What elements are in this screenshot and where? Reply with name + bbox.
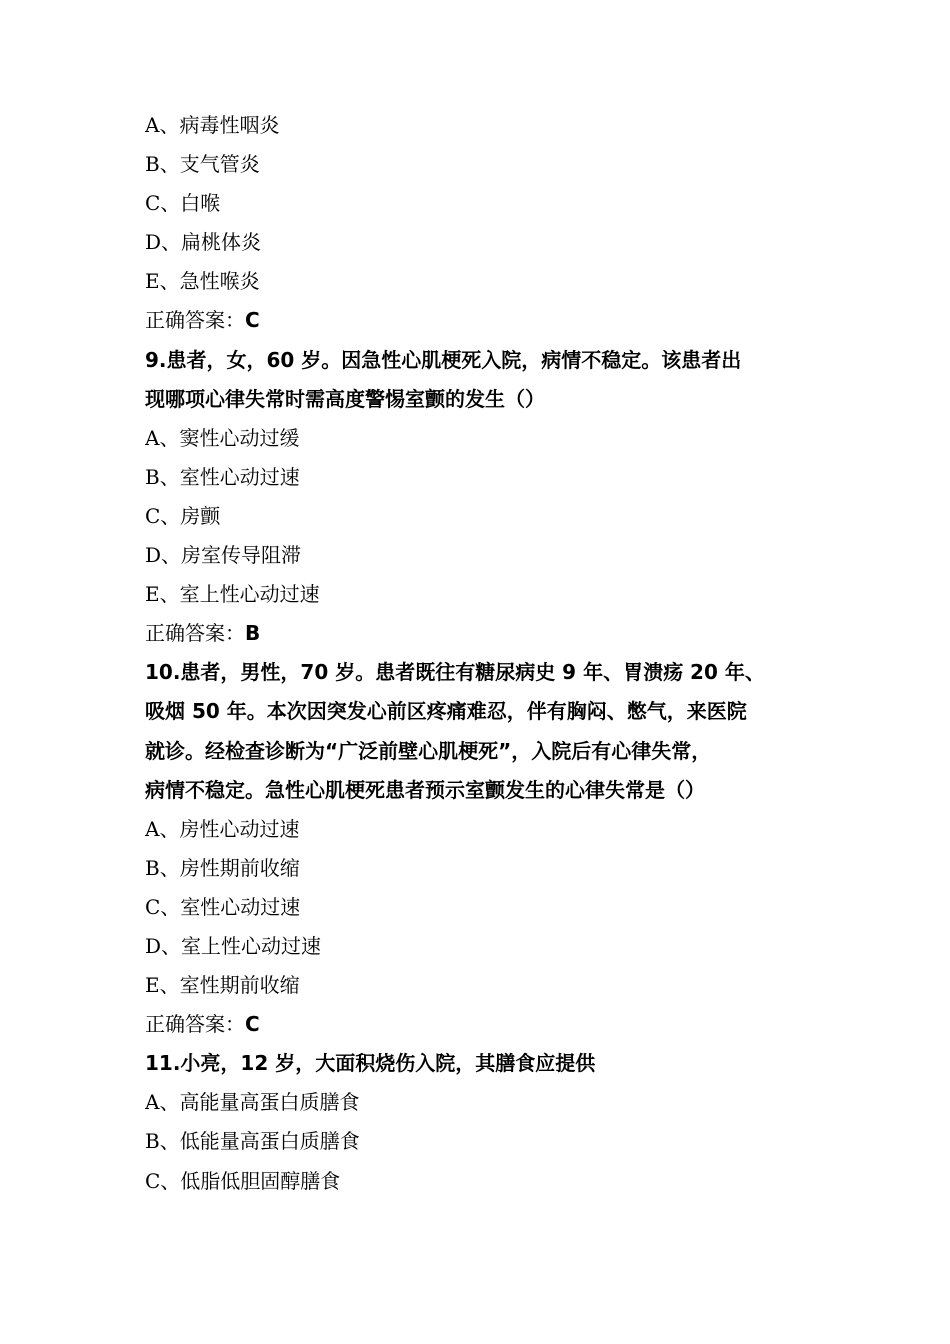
option-a: A、窦性心动过缓 bbox=[145, 425, 300, 450]
answer-value: B bbox=[245, 621, 261, 646]
option-c: C、白喉 bbox=[145, 191, 221, 216]
question-text-line: 10.患者，男性，70 岁。患者既往有糖尿病史 9 年、胃溃疡 20 年、 bbox=[145, 660, 765, 685]
question-10 bbox=[145, 653, 825, 1044]
answer-value: C bbox=[245, 308, 260, 333]
option-c: C、房颤 bbox=[145, 503, 221, 528]
option-b: B、室性心动过速 bbox=[145, 464, 300, 489]
option-a: A、病毒性咽炎 bbox=[145, 113, 280, 137]
option-e: E、急性喉炎 bbox=[145, 269, 260, 294]
option-a: A、房性心动过速 bbox=[145, 816, 300, 841]
option-d: D、室上性心动过速 bbox=[145, 933, 322, 958]
document-page bbox=[145, 106, 825, 1201]
question-text-line: 9.患者，女，60 岁。因急性心肌梗死入院，病情不稳定。该患者出 bbox=[145, 347, 742, 372]
question-text-line: 就诊。经检查诊断为“广泛前壁心肌梗死”，入院后有心律失常， bbox=[145, 738, 712, 763]
correct-answer bbox=[145, 301, 825, 340]
question-11 bbox=[145, 1044, 825, 1200]
option-c: C、低脂低胆固醇膳食 bbox=[145, 1168, 341, 1193]
option-a: A、高能量高蛋白质膳食 bbox=[145, 1090, 360, 1115]
option-e: E、室上性心动过速 bbox=[145, 582, 320, 607]
correct-answer bbox=[145, 614, 825, 653]
question-text-line: 11.小亮，12 岁，大面积烧伤入院，其膳食应提供 bbox=[145, 1051, 596, 1076]
option-d: D、房室传导阻滞 bbox=[145, 543, 302, 568]
option-b: B、房性期前收缩 bbox=[145, 855, 300, 880]
question-8-options bbox=[145, 106, 825, 341]
option-b: B、支气管炎 bbox=[145, 152, 260, 177]
answer-label: 正确答案： bbox=[145, 621, 245, 646]
answer-label: 正确答案： bbox=[145, 308, 245, 333]
question-text-line: 病情不稳定。急性心肌梗死患者预示室颤发生的心律失常是（） bbox=[145, 777, 705, 802]
option-b: B、低能量高蛋白质膳食 bbox=[145, 1129, 360, 1154]
question-9 bbox=[145, 341, 825, 654]
correct-answer bbox=[145, 1005, 825, 1044]
question-text-line: 吸烟 50 年。本次因突发心前区疼痛难忍，伴有胸闷、憋气，来医院 bbox=[145, 699, 747, 724]
answer-value: C bbox=[245, 1012, 260, 1037]
option-c: C、室性心动过速 bbox=[145, 894, 301, 919]
question-text-line: 现哪项心律失常时需高度警惕室颤的发生（） bbox=[145, 386, 545, 411]
option-e: E、室性期前收缩 bbox=[145, 973, 300, 998]
option-d: D、扁桃体炎 bbox=[145, 230, 262, 255]
answer-label: 正确答案： bbox=[145, 1012, 245, 1037]
